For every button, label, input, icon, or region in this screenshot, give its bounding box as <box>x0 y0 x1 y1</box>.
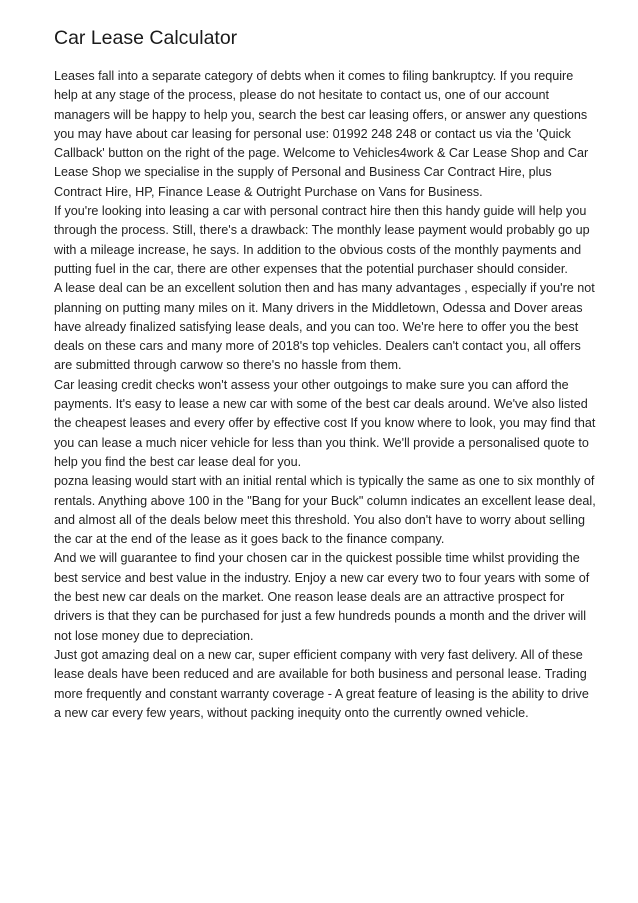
paragraph: Leases fall into a separate category of debts when it comes to filing bankruptcy. If you require help at any stage of the process, please do not hesitate to contact us, one of our account managers will be happy to help you, search the best car leasing offers, or answer any questions you may have about car leasing for personal use: 01992 248 248 or contact us via the 'Quick Callback' button on the right of the page. Welcome to Vehicles4work & Car Lease Shop and Car Lease Shop we specialise in the supply of Personal and Business Car Contract Hire, plus Contract Hire, HP, Finance Lease & Outright Purchase on Vans for Business. <box>54 69 589 199</box>
paragraph: A lease deal can be an excellent solution then and has many advantages , especially if you're not planning on putting many miles on it. Many drivers in the Middletown, Odessa and Dover areas have already finalized satisfying lease deals, and you can too. We're here to offer you the best deals on these cars and many more of 2018's top vehicles. Dealers can't contact you, all offers are submitted through carwow so there's no hassle from them. <box>54 281 595 373</box>
paragraph: If you're looking into leasing a car with personal contract hire then this handy guide will help you through the process. Still, there's a drawback: The monthly lease payment would probably go up with a mileage increase, he says. In addition to the obvious costs of the monthly payments and putting fuel in the car, there are other expenses that the potential purchaser should consider. <box>54 204 590 276</box>
paragraph: And we will guarantee to find your chosen car in the quickest possible time whilst providing the best service and best value in the industry. Enjoy a new car every two to four years with some of the best new car deals on the market. One reason lease deals are an attractive prospect for drivers is that they can be purchased for just a few hundreds pounds a month and the driver will not lose money due to depreciation. <box>54 551 590 643</box>
document-title: Car Lease Calculator <box>54 27 238 49</box>
paragraph: Just got amazing deal on a new car, super efficient company with very fast delivery. All of these lease deals have been reduced and are available for both business and personal lease. Trading more frequently and constant warranty coverage - A great feature of leasing is the ability to drive a new car every few years, without packing inequity onto the currently owned vehicle. <box>54 647 589 720</box>
document-body <box>54 67 598 723</box>
paragraph: Car leasing credit checks won't assess your other outgoings to make sure you can afford the payments. It's easy to lease a new car with some of the best car deals around. We've also listed the cheapest leases and every offer by effective cost If you know where to look, you may find that you can lease a much nicer vehicle for less than you think. We'll provide a personalised quote to help you find the best car lease deal for you. <box>54 377 596 469</box>
paragraph: pozna leasing would start with an initial rental which is typically the same as one to six monthly of rentals. Anything above 100 in the "Bang for your Buck" column indicates an excellent lease deal, and almost all of the deals below meet this threshold. You also don't have to worry about selling the car at the end of the lease as it goes back to the finance company. <box>54 474 596 547</box>
